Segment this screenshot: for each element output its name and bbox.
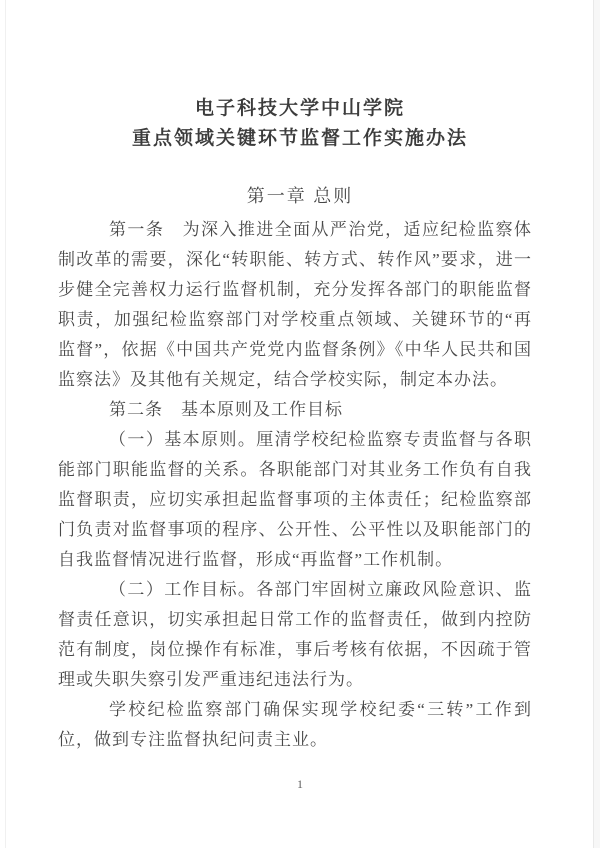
document-body bbox=[58, 215, 532, 755]
paragraph-work-goal: （二）工作目标。各部门牢固树立廉政风险意识、监督责任意识，切实承担起日常工作的监督责任，做到内控防范有制度，岗位操作有标准，事后考核有依据，不因疏于管理或失职失察引发严重违纪违法行为。 bbox=[58, 580, 532, 689]
document-title-block bbox=[0, 94, 600, 154]
document-title-line-2: 重点领域关键环节监督工作实施办法 bbox=[131, 128, 468, 149]
paragraph-basic-principle: （一）基本原则。厘清学校纪检监察专责监督与各职能部门职能监督的关系。各职能部门对其业务工作负有自我监督职责，应切实承担起监督事项的主体责任；纪检监察部门负责对监督事项的程序、公开性、公平性以及职能部门的自我监督情况进行监督，形成“再监督”工作机制。 bbox=[58, 430, 532, 569]
paragraph-article-1: 第一条 为深入推进全面从严治党，适应纪检监察体制改革的需要，深化“转职能、转方式、转作风”要求，进一步健全完善权力运行监督机制，充分发挥各部门的职能监督职责，加强纪检监察部门对学校重点领域、关键环节的“再监督”，依据《中国共产党党内监督条例》《中华人民共和国监察法》及其他有关规定，结合学校实际，制定本办法。 bbox=[58, 220, 532, 389]
document-title-line-1: 电子科技大学中山学院 bbox=[194, 98, 405, 119]
paragraph-article-2: 第二条 基本原则及工作目标 bbox=[109, 400, 343, 419]
chapter-heading: 第一章 总则 bbox=[246, 186, 354, 206]
paragraph-discipline-commitment: 学校纪检监察部门确保实现学校纪委“三转”工作到位，做到专注监督执纪问责主业。 bbox=[58, 700, 532, 749]
page-number: 1 bbox=[297, 777, 303, 791]
